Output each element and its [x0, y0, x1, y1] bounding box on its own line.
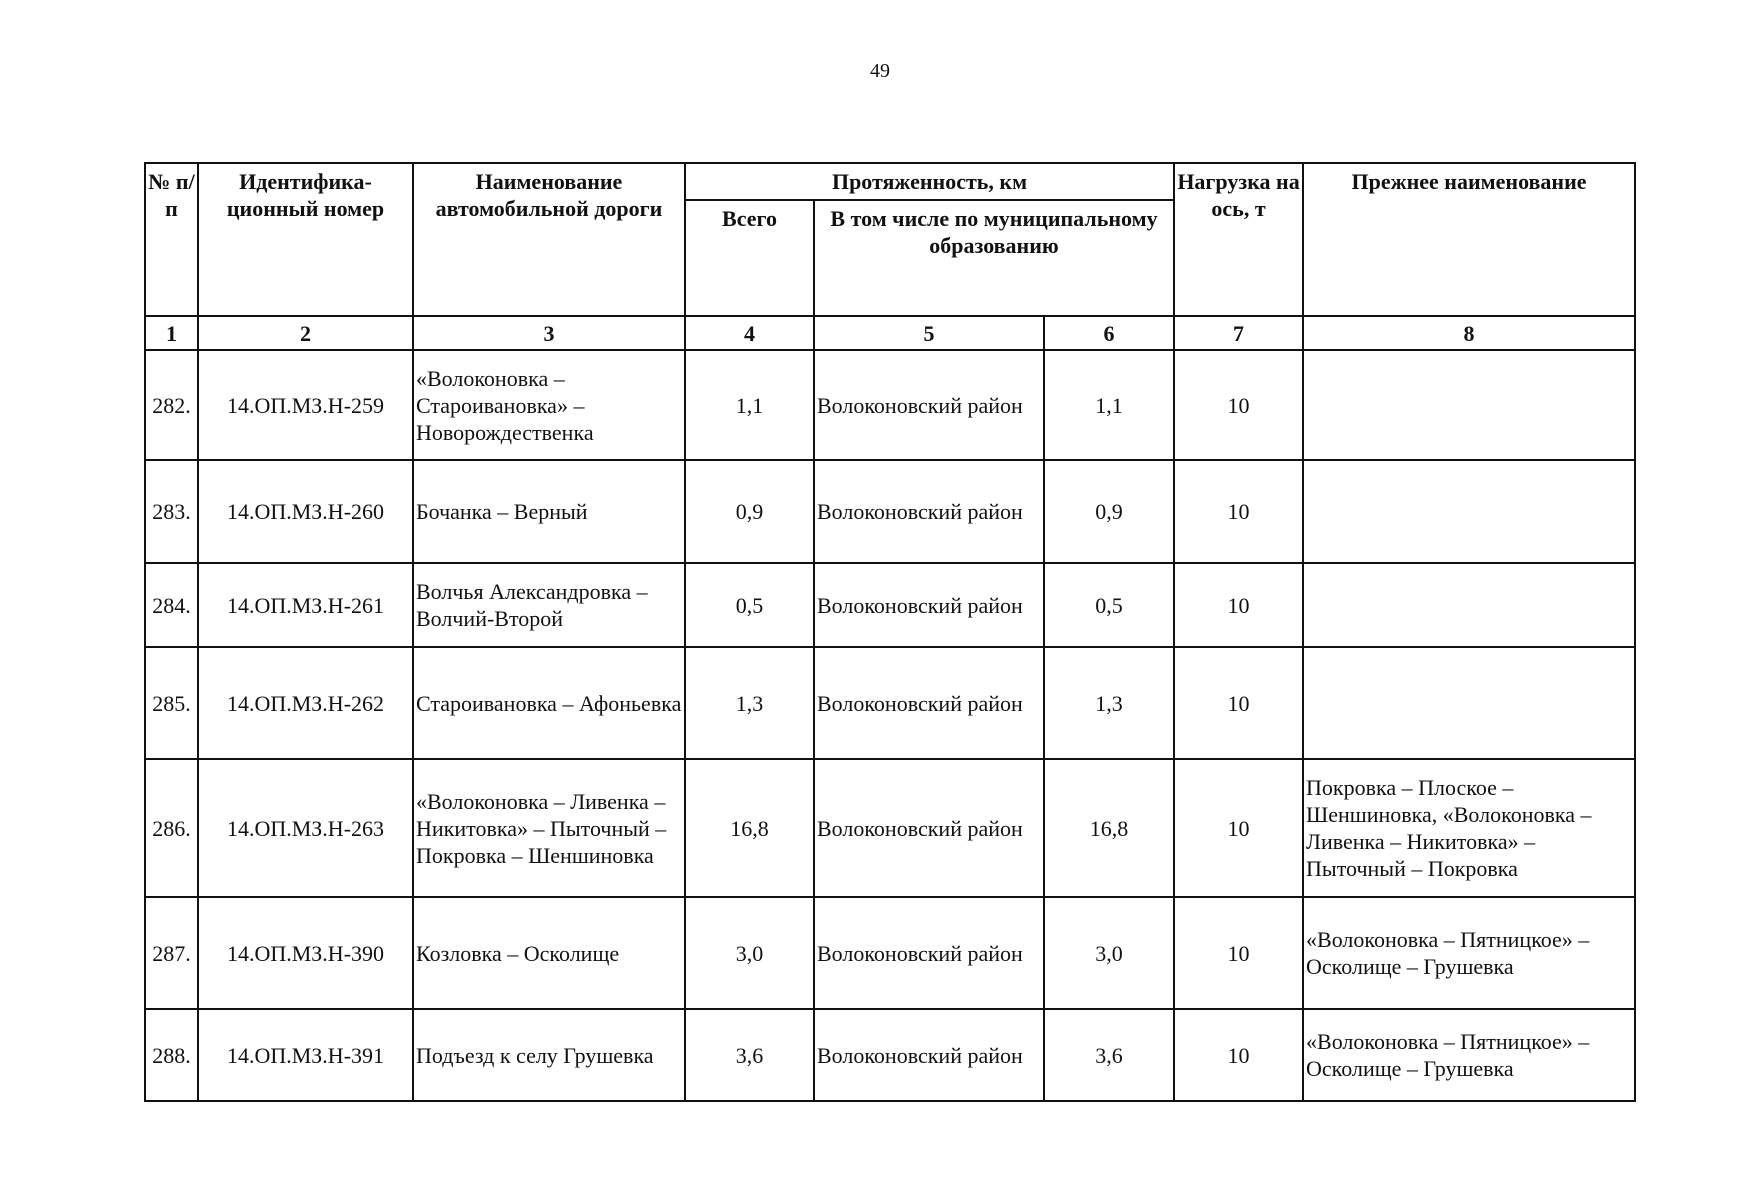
cell-load: 10 [1174, 460, 1303, 563]
table-row [145, 759, 1635, 897]
cell-id: 14.ОП.МЗ.Н-263 [198, 759, 413, 897]
cell-former: Покровка – Плоское – Шеншиновка, «Волоконовка – Ливенка – Никитовка» – Пыточный – Покровка [1303, 759, 1635, 897]
cell-total: 3,6 [685, 1009, 814, 1101]
header-load: Нагрузка на ось, т [1174, 163, 1303, 316]
cell-muni-km: 1,3 [1044, 647, 1174, 759]
cell-municipality: Волоконовский район [814, 563, 1044, 647]
cell-num: 288. [145, 1009, 198, 1101]
cell-muni-km: 0,9 [1044, 460, 1174, 563]
column-number: 2 [198, 316, 413, 350]
cell-num: 284. [145, 563, 198, 647]
cell-municipality: Волоконовский район [814, 350, 1044, 460]
cell-muni-km: 3,0 [1044, 897, 1174, 1009]
cell-total: 1,3 [685, 647, 814, 759]
header-id: Идентифика-ционный номер [198, 163, 413, 316]
cell-load: 10 [1174, 647, 1303, 759]
cell-former: «Волоконовка – Пятницкое» – Осколище – Грушевка [1303, 897, 1635, 1009]
cell-total: 0,5 [685, 563, 814, 647]
cell-name: Бочанка – Верный [413, 460, 685, 563]
header-num: № п/п [145, 163, 198, 316]
cell-municipality: Волоконовский район [814, 647, 1044, 759]
cell-municipality: Волоконовский район [814, 897, 1044, 1009]
column-number: 7 [1174, 316, 1303, 350]
header-total: Всего [685, 200, 814, 316]
column-number: 8 [1303, 316, 1635, 350]
table-row [145, 350, 1635, 460]
cell-name: «Волоконовка – Староивановка» – Новорождественка [413, 350, 685, 460]
cell-muni-km: 16,8 [1044, 759, 1174, 897]
cell-total: 16,8 [685, 759, 814, 897]
cell-municipality: Волоконовский район [814, 759, 1044, 897]
roads-table [144, 162, 1636, 1102]
cell-former [1303, 350, 1635, 460]
cell-total: 1,1 [685, 350, 814, 460]
cell-id: 14.ОП.МЗ.Н-259 [198, 350, 413, 460]
table-row [145, 563, 1635, 647]
cell-id: 14.ОП.МЗ.Н-261 [198, 563, 413, 647]
cell-name: «Волоконовка – Ливенка – Никитовка» – Пыточный – Покровка – Шеншиновка [413, 759, 685, 897]
cell-municipality: Волоконовский район [814, 1009, 1044, 1101]
column-number: 1 [145, 316, 198, 350]
table-row [145, 897, 1635, 1009]
column-number: 5 [814, 316, 1044, 350]
column-number: 3 [413, 316, 685, 350]
cell-id: 14.ОП.МЗ.Н-391 [198, 1009, 413, 1101]
cell-former [1303, 563, 1635, 647]
cell-load: 10 [1174, 350, 1303, 460]
header-municipal: В том числе по муниципальному образованию [814, 200, 1174, 316]
cell-name: Волчья Александровка – Волчий-Второй [413, 563, 685, 647]
cell-former: «Волоконовка – Пятницкое» – Осколище – Грушевка [1303, 1009, 1635, 1101]
cell-muni-km: 0,5 [1044, 563, 1174, 647]
column-number: 6 [1044, 316, 1174, 350]
cell-id: 14.ОП.МЗ.Н-260 [198, 460, 413, 563]
cell-name: Староивановка – Афоньевка [413, 647, 685, 759]
cell-name: Подъезд к селу Грушевка [413, 1009, 685, 1101]
cell-muni-km: 1,1 [1044, 350, 1174, 460]
cell-former [1303, 460, 1635, 563]
header-length: Протяженность, км [685, 163, 1174, 200]
cell-load: 10 [1174, 563, 1303, 647]
cell-num: 287. [145, 897, 198, 1009]
header-former: Прежнее наименование [1303, 163, 1635, 316]
cell-name: Козловка – Осколище [413, 897, 685, 1009]
header-name: Наименование автомобильной дороги [413, 163, 685, 316]
cell-total: 0,9 [685, 460, 814, 563]
cell-municipality: Волоконовский район [814, 460, 1044, 563]
cell-load: 10 [1174, 759, 1303, 897]
table-row [145, 647, 1635, 759]
column-number: 4 [685, 316, 814, 350]
page-number: 49 [870, 60, 890, 82]
cell-muni-km: 3,6 [1044, 1009, 1174, 1101]
table-row [145, 460, 1635, 563]
cell-num: 285. [145, 647, 198, 759]
cell-load: 10 [1174, 1009, 1303, 1101]
cell-total: 3,0 [685, 897, 814, 1009]
cell-num: 282. [145, 350, 198, 460]
cell-num: 283. [145, 460, 198, 563]
cell-former [1303, 647, 1635, 759]
cell-id: 14.ОП.МЗ.Н-262 [198, 647, 413, 759]
cell-id: 14.ОП.МЗ.Н-390 [198, 897, 413, 1009]
cell-load: 10 [1174, 897, 1303, 1009]
table-row [145, 1009, 1635, 1101]
cell-num: 286. [145, 759, 198, 897]
